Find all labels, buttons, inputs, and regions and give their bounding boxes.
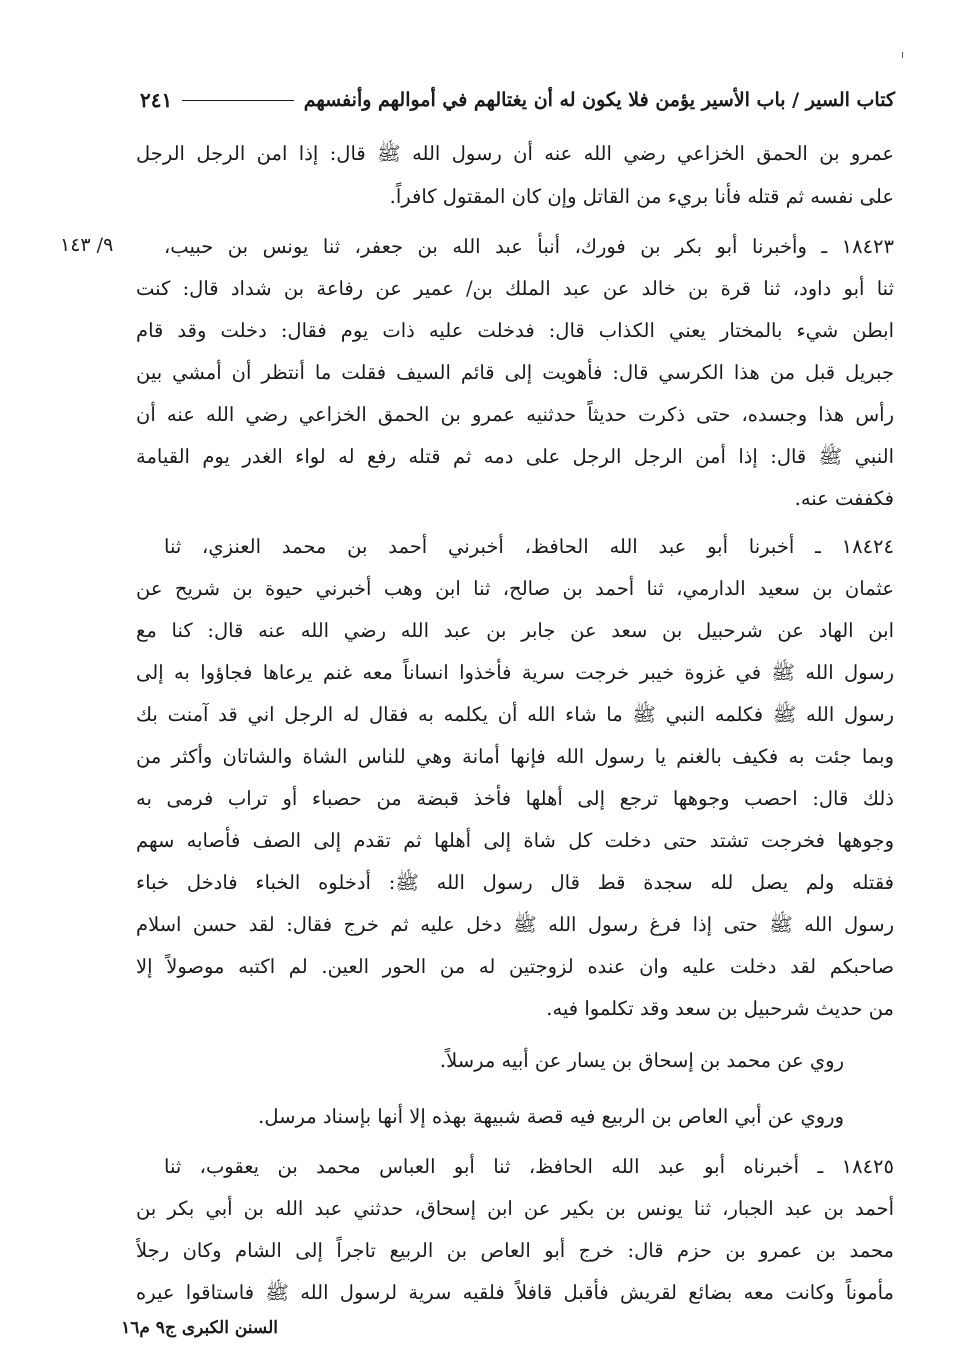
text-line: وجوهها فخرجت تشتد حتى دخلت كل شاة إلى أهلها ثم تقدم إلى الصف فأصابه سهم	[136, 829, 894, 852]
text-line: أحمد بن عبد الجبار، ثنا يونس بن بكير عن ابن إسحاق، حدثني عبد الله بن أبي بكر بن	[136, 1197, 894, 1220]
text-line: رسول الله ﷺ حتى إذا فرغ رسول الله ﷺ دخل عليه ثم خرج فقال: لقد حسن اسلام	[136, 913, 894, 936]
text-line: ابن الهاد عن شرحبيل بن سعد عن جابر بن عبد الله رضي الله عنه قال: كنا مع	[136, 619, 894, 642]
text-line: عمرو بن الحمق الخزاعي رضي الله عنه أن رسول الله ﷺ قال: إذا امن الرجل الرجل	[136, 142, 894, 165]
riwaya-note-abu-al-as: وروي عن أبي العاص بن الربيع فيه قصة شبيهة بهذه إلا أنها بإسناد مرسل.	[258, 1105, 844, 1128]
text-line: ابطن شيء بالمختار يعني الكذاب قال: فدخلت عليه ذات يوم فقال: دخلت وقد قام	[136, 319, 894, 342]
text-line: على نفسه ثم قتله فأنا بريء من القاتل وإن كان المقتول كافراً.	[389, 185, 894, 208]
hadith-18424-first-line: ١٨٤٢٤ ـ أخبرنا أبو عبد الله الحافظ، أخبرني أحمد بن محمد العنزي، ثنا	[164, 535, 894, 558]
margin-volume-reference: ٩/ ١٤٣	[60, 234, 114, 256]
text-line: فكففت عنه.	[794, 487, 894, 510]
text-line: وبما جئت به فكيف بالغنم يا رسول الله فإنها أمانة وهي للناس الشاة والشاتان وأكثر من	[136, 745, 894, 768]
page-number: ٢٤١	[140, 88, 173, 112]
header-title: كتاب السير / باب الأسير يؤمن فلا يكون له أن يغتالهم في أموالهم وأنفسهم	[303, 89, 895, 111]
text-line: من حديث شرحبيل بن سعد وقد تكلموا فيه.	[546, 997, 894, 1020]
hadith-18423-first-line: ١٨٤٢٣ ـ وأخبرنا أبو بكر بن فورك، أنبأ عبد الله بن جعفر، ثنا يونس بن حبيب،	[164, 235, 894, 258]
text-line: رسول الله ﷺ في غزوة خيبر خرجت سرية فأخذوا انساناً معه غنم يرعاها فجاؤوا به إلى	[136, 661, 894, 684]
text-line: فقتله ولم يصل لله سجدة قط قال رسول الله ﷺ: أدخلوه الخباء فادخل خباء	[136, 871, 894, 894]
text-line: جبريل قبل من هذا الكرسي قال: فأهويت إلى قائم السيف فقلت ما أنتظر أن أمشي بين	[136, 361, 894, 384]
text-line: عثمان بن سعيد الدارمي، ثنا أحمد بن صالح، ثنا ابن وهب أخبرني حيوة بن شريح عن	[136, 577, 894, 600]
text-line: النبي ﷺ قال: إذا أمن الرجل الرجل على دمه ثم قتله رفع له لواء الغدر يوم القيامة	[136, 445, 894, 468]
running-header	[140, 82, 895, 118]
corner-mark	[902, 52, 903, 58]
text-line: ثنا أبو داود، ثنا قرة بن خالد عن عبد الملك بن/ عمير عن رفاعة بن شداد قال: كنت	[136, 277, 894, 300]
text-line: محمد بن عمرو بن حزم قال: خرج أبو العاص بن الربيع تاجراً إلى الشام وكان رجلاً	[136, 1239, 894, 1262]
text-line: مأموناً وكانت معه بضائع لقريش فأقبل قافلاً فلقيه سرية لرسول الله ﷺ فاستاقوا عيره	[136, 1281, 894, 1304]
hadith-18425-first-line: ١٨٤٢٥ ـ أخبرناه أبو عبد الله الحافظ، ثنا أبو العباس محمد بن يعقوب، ثنا	[164, 1155, 894, 1178]
riwaya-note-ibn-ishaq: روي عن محمد بن إسحاق بن يسار عن أبيه مرسلاً.	[439, 1049, 844, 1072]
text-line: رأس هذا وجسده، حتى ذكرت حديثاً حدثنيه عمرو بن الحمق الخزاعي رضي الله عنه أن	[136, 403, 894, 426]
text-line: صاحبكم لقد دخلت عليه وان عنده لزوجتين له من الحور العين. لم اكتبه موصولاً إلا	[136, 955, 894, 978]
header-rule	[182, 100, 293, 101]
text-line: رسول الله ﷺ فكلمه النبي ﷺ ما شاء الله أن يكلمه به فقال له الرجل اني قد آمنت بك	[136, 703, 894, 726]
text-line: ذلك قال: احصب وجوهها ترجع إلى أهلها فأخذ قبضة من حصباء أو تراب فرمى به	[136, 787, 894, 810]
signature-footer: السنن الكبرى ج٩ م١٦	[121, 1318, 278, 1338]
